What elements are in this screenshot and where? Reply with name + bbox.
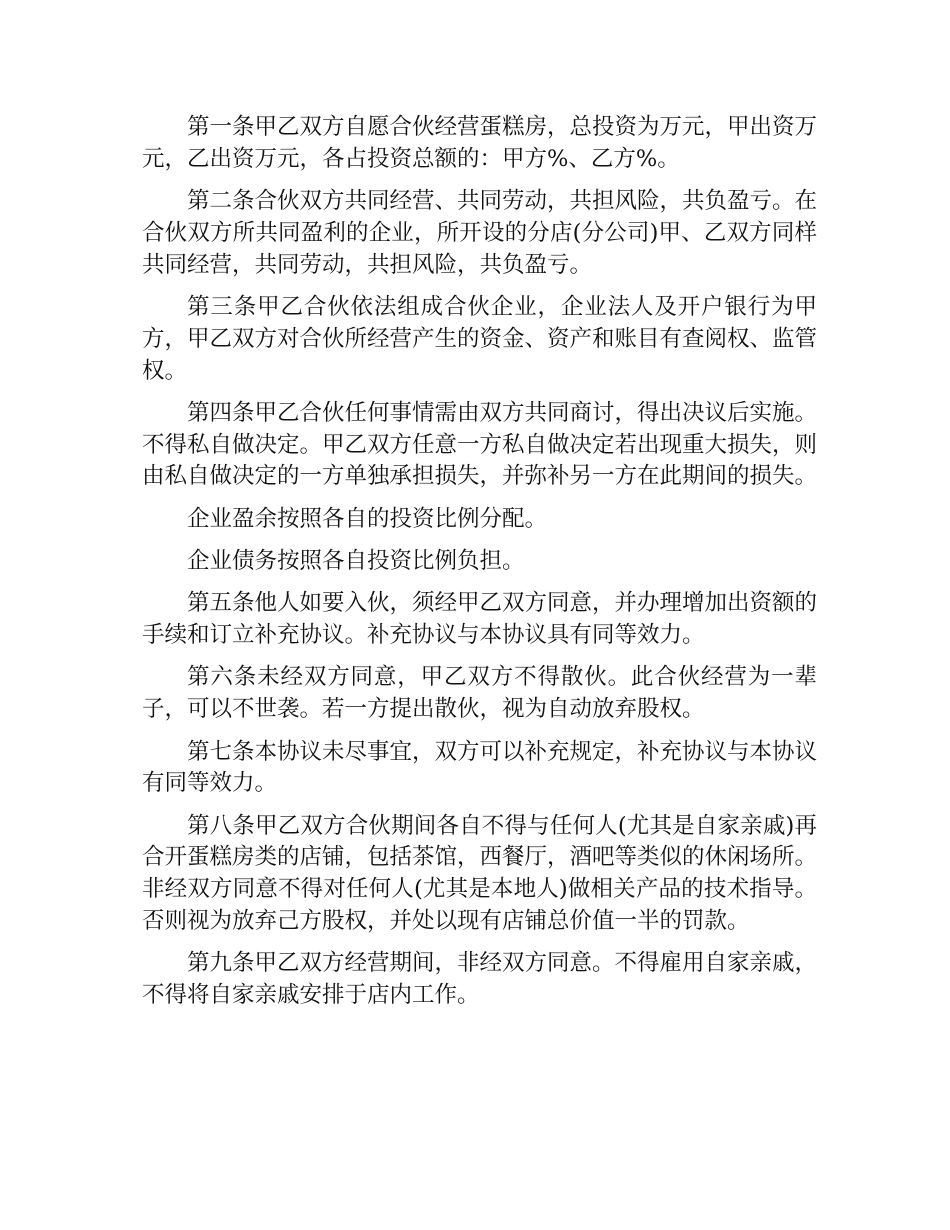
paragraph-article-9: 第九条甲乙双方经营期间，非经双方同意。不得雇用自家亲戚，不得将自家亲戚安排于店内工作。 — [142, 950, 818, 1009]
paragraph-debt-liability: 企业债务按照各自投资比例负担。 — [187, 548, 525, 575]
paragraph-article-7: 第七条本协议未尽事宜，双方可以补充规定，补充协议与本协议有同等效力。 — [142, 738, 818, 797]
paragraph-article-3: 第三条甲乙合伙依法组成合伙企业，企业法人及开户银行为甲方，甲乙双方对合伙所经营产生的资金、资产和账目有查阅权、监管权。 — [142, 293, 818, 384]
paragraph-article-5: 第五条他人如要入伙，须经甲乙双方同意，并办理增加出资额的手续和订立补充协议。补充协议与本协议具有同等效力。 — [142, 590, 818, 649]
paragraph-article-2: 第二条合伙双方共同经营、共同劳动，共担风险，共负盈亏。在合伙双方所共同盈利的企业，所开设的分店(分公司)甲、乙双方同样共同经营，共同劳动，共担风险，共负盈亏。 — [142, 188, 818, 278]
agreement-body — [142, 112, 817, 1022]
paragraph-article-1: 第一条甲乙双方自愿合伙经营蛋糕房，总投资为万元，甲出资万元，乙出资万元，各占投资总额的：甲方%、乙方%。 — [142, 114, 818, 172]
paragraph-article-8: 第八条甲乙双方合伙期间各自不得与任何人(尤其是自家亲戚)再合开蛋糕房类的店铺，包括茶馆，西餐厅，酒吧等类似的休闲场所。非经双方同意不得对任何人(尤其是本地人)做相关产品的技术指导。否则视为放弃己方股权，并处以现有店铺总价值一半的罚款。 — [142, 812, 818, 935]
paragraph-profit-distribution: 企业盈余按照各自的投资比例分配。 — [187, 505, 548, 532]
paragraph-article-4: 第四条甲乙合伙任何事情需由双方共同商讨，得出决议后实施。不得私自做决定。甲乙双方任意一方私自做决定若出现重大损失，则由私自做决定的一方单独承担损失，并弥补另一方在此期间的损失。 — [142, 399, 818, 490]
paragraph-article-6: 第六条未经双方同意，甲乙双方不得散伙。此合伙经营为一辈子，可以不世袭。若一方提出散伙，视为自动放弃股权。 — [142, 664, 817, 723]
